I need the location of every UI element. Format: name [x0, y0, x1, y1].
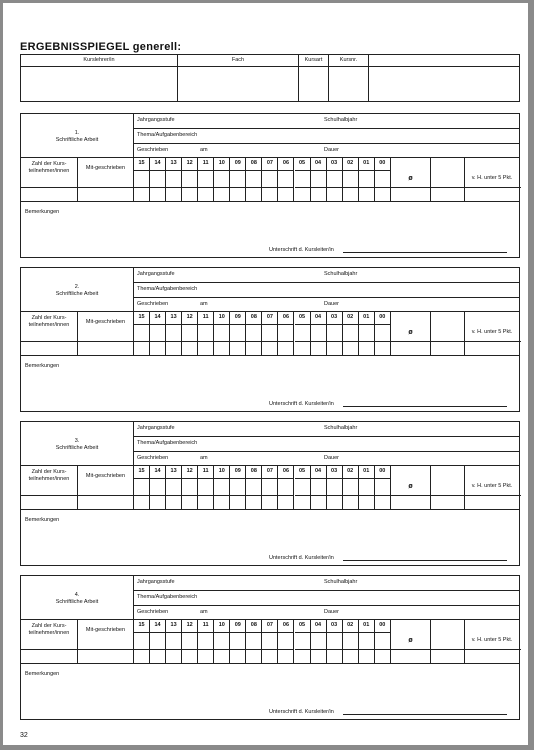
- grade-label: 13: [170, 160, 177, 166]
- grade-label: 01: [363, 622, 370, 628]
- mitgeschrieben-label: Mit-geschrieben: [85, 165, 126, 171]
- grade-label: 09: [234, 314, 241, 320]
- jahrgangsstufe-label: Jahrgangsstufe: [137, 425, 175, 431]
- kursart-label: Kursart: [304, 57, 323, 63]
- grade-distribution-row: [21, 620, 519, 664]
- grade-column-01[interactable]: [359, 620, 375, 664]
- grade-label: 15: [138, 160, 145, 166]
- geschrieben-label: Geschrieben: [137, 455, 169, 461]
- grade-label: 09: [234, 468, 241, 474]
- grade-label: 07: [266, 314, 273, 320]
- schriftliche-arbeit-block-1: [20, 113, 520, 258]
- grade-column-10[interactable]: [214, 312, 230, 356]
- unter-5-cell[interactable]: [465, 158, 519, 202]
- grade-column-05[interactable]: [295, 620, 311, 664]
- unter-5-label: v. H. unter 5 Pkt.: [471, 175, 513, 181]
- unter-5-label: v. H. unter 5 Pkt.: [471, 637, 513, 643]
- grade-label: 02: [347, 160, 354, 166]
- geschrieben-label: Geschrieben: [137, 147, 169, 153]
- grade-label: 04: [315, 160, 322, 166]
- grade-label: 13: [170, 314, 177, 320]
- thema-row[interactable]: [134, 283, 519, 298]
- average-value-cell[interactable]: [431, 620, 465, 664]
- average-value-cell[interactable]: [431, 158, 465, 202]
- grade-label: 00: [379, 468, 386, 474]
- grade-column-02[interactable]: [343, 158, 359, 202]
- grade-column-14[interactable]: [150, 158, 166, 202]
- dauer-label: Dauer: [324, 147, 339, 153]
- grade-distribution-row: [21, 466, 519, 510]
- grade-label: 06: [282, 314, 290, 320]
- grade-column-10[interactable]: [214, 620, 230, 664]
- average-symbol: ø: [408, 637, 413, 644]
- grade-column-04[interactable]: [311, 620, 327, 664]
- grade-label: 14: [154, 622, 161, 628]
- grade-column-12[interactable]: [182, 620, 198, 664]
- grade-column-04[interactable]: [311, 466, 327, 510]
- zahl-label: Zahl der Kurs-teilnehmer/innen: [28, 161, 70, 174]
- grade-label: 02: [347, 468, 354, 474]
- grade-label: 09: [234, 160, 241, 166]
- arbeit-number: 1.: [74, 130, 80, 136]
- signature-line[interactable]: [343, 252, 507, 253]
- bemerkungen-label: Bemerkungen: [25, 363, 60, 369]
- grade-column-10[interactable]: [214, 158, 230, 202]
- arbeit-label: Schriftliche Arbeit: [55, 599, 99, 605]
- schulhalbjahr-label: Schulhalbjahr: [324, 579, 358, 585]
- grade-label: 03: [331, 468, 338, 474]
- average-symbol: ø: [408, 175, 413, 182]
- geschrieben-row[interactable]: [134, 144, 519, 158]
- grade-label: 04: [315, 468, 322, 474]
- grade-label: 14: [154, 160, 161, 166]
- grade-column-05[interactable]: [295, 312, 311, 356]
- grade-column-11[interactable]: [198, 466, 214, 510]
- kurslehrer-label: Kurslehrer/in: [83, 57, 115, 63]
- grade-column-06[interactable]: [278, 466, 294, 510]
- jahrgangsstufe-row[interactable]: [134, 422, 519, 437]
- grade-column-09[interactable]: [230, 466, 246, 510]
- unter-5-cell[interactable]: [465, 620, 519, 664]
- grade-column-03[interactable]: [327, 158, 343, 202]
- arbeit-title-cell: [21, 576, 134, 620]
- unterschrift-label: Unterschrift d. Kursleiter/in: [269, 401, 334, 407]
- grade-column-03[interactable]: [327, 620, 343, 664]
- grade-label: 03: [331, 314, 338, 320]
- teilnehmer-count-cell[interactable]: [21, 466, 78, 510]
- mitgeschrieben-cell[interactable]: [78, 466, 134, 510]
- grade-label: 12: [186, 160, 193, 166]
- jahrgangsstufe-label: Jahrgangsstufe: [137, 117, 175, 123]
- geschrieben-label: Geschrieben: [137, 301, 169, 307]
- arbeit-label: Schriftliche Arbeit: [55, 445, 99, 451]
- grade-label: 06: [282, 160, 290, 166]
- am-label: am: [200, 455, 208, 461]
- grade-label: 12: [186, 468, 193, 474]
- grade-label: 10: [218, 314, 225, 320]
- thema-label: Thema/Aufgabenbereich: [137, 286, 198, 292]
- grade-column-13[interactable]: [166, 158, 182, 202]
- grade-label: 03: [331, 160, 338, 166]
- geschrieben-row[interactable]: [134, 298, 519, 312]
- mitgeschrieben-cell[interactable]: [78, 312, 134, 356]
- grade-column-09[interactable]: [230, 620, 246, 664]
- schriftliche-arbeit-block-3: [20, 421, 520, 566]
- grade-label: 07: [266, 622, 273, 628]
- geschrieben-label: Geschrieben: [137, 609, 169, 615]
- arbeit-number: 3.: [74, 438, 80, 444]
- thema-label: Thema/Aufgabenbereich: [137, 440, 198, 446]
- grade-column-07[interactable]: [262, 312, 278, 356]
- grade-column-14[interactable]: [150, 466, 166, 510]
- page-number: 32: [20, 732, 28, 739]
- geschrieben-row[interactable]: [134, 452, 519, 466]
- grade-column-11[interactable]: [198, 620, 214, 664]
- average-cell[interactable]: [391, 312, 431, 356]
- grade-label: 15: [138, 468, 145, 474]
- grade-column-07[interactable]: [262, 466, 278, 510]
- grade-label: 00: [379, 622, 386, 628]
- grade-label: 08: [250, 160, 257, 166]
- bemerkungen-label: Bemerkungen: [25, 671, 60, 677]
- grade-column-04[interactable]: [311, 158, 327, 202]
- grade-label: 02: [347, 314, 354, 320]
- mitgeschrieben-label: Mit-geschrieben: [85, 627, 126, 633]
- grade-label: 00: [379, 160, 386, 166]
- unterschrift-label: Unterschrift d. Kursleiter/in: [269, 709, 334, 715]
- dauer-label: Dauer: [324, 301, 339, 307]
- grade-column-00[interactable]: [375, 158, 391, 202]
- mitgeschrieben-label: Mit-geschrieben: [85, 319, 126, 325]
- grade-column-15[interactable]: [134, 312, 150, 356]
- grade-label: 10: [218, 622, 225, 628]
- teilnehmer-count-cell[interactable]: [21, 312, 78, 356]
- grade-label: 05: [298, 468, 306, 474]
- grade-label: 04: [315, 314, 322, 320]
- arbeit-label: Schriftliche Arbeit: [55, 291, 99, 297]
- mitgeschrieben-cell[interactable]: [78, 158, 134, 202]
- grade-label: 08: [250, 622, 257, 628]
- schulhalbjahr-label: Schulhalbjahr: [324, 271, 358, 277]
- grade-column-00[interactable]: [375, 466, 391, 510]
- grade-column-13[interactable]: [166, 312, 182, 356]
- grade-label: 05: [298, 622, 306, 628]
- arbeit-title-cell: [21, 422, 134, 466]
- dauer-label: Dauer: [324, 455, 339, 461]
- grade-label: 13: [170, 468, 177, 474]
- grade-label: 02: [347, 622, 354, 628]
- schulhalbjahr-label: Schulhalbjahr: [324, 425, 358, 431]
- grade-label: 03: [331, 622, 338, 628]
- schriftliche-arbeit-block-2: [20, 267, 520, 412]
- grade-label: 15: [138, 622, 145, 628]
- teilnehmer-count-cell[interactable]: [21, 158, 78, 202]
- arbeit-label: Schriftliche Arbeit: [55, 137, 99, 143]
- grade-distribution-row: [21, 158, 519, 202]
- thema-row[interactable]: [134, 129, 519, 144]
- grade-label: 11: [202, 468, 209, 474]
- grade-column-14[interactable]: [150, 620, 166, 664]
- grade-label: 06: [282, 468, 290, 474]
- arbeit-title-cell: [21, 114, 134, 158]
- grade-label: 11: [202, 622, 209, 628]
- grade-label: 08: [250, 468, 257, 474]
- unter-5-label: v. H. unter 5 Pkt.: [471, 329, 513, 335]
- grade-label: 14: [154, 314, 161, 320]
- grade-column-04[interactable]: [311, 312, 327, 356]
- thema-row[interactable]: [134, 591, 519, 606]
- grade-column-00[interactable]: [375, 312, 391, 356]
- grade-column-12[interactable]: [182, 158, 198, 202]
- grade-column-00[interactable]: [375, 620, 391, 664]
- grade-column-03[interactable]: [327, 312, 343, 356]
- arbeit-number: 2.: [74, 284, 80, 290]
- fach-label: Fach: [231, 57, 245, 63]
- bemerkungen-label: Bemerkungen: [25, 209, 60, 215]
- grade-column-11[interactable]: [198, 312, 214, 356]
- average-value-cell[interactable]: [431, 466, 465, 510]
- grade-label: 04: [315, 622, 322, 628]
- kursnr-label: Kursnr.: [339, 57, 358, 63]
- grade-column-01[interactable]: [359, 158, 375, 202]
- geschrieben-row[interactable]: [134, 606, 519, 620]
- grade-column-15[interactable]: [134, 466, 150, 510]
- grade-column-07[interactable]: [262, 158, 278, 202]
- arbeit-number: 4.: [74, 592, 80, 598]
- average-value-cell[interactable]: [431, 312, 465, 356]
- grade-column-09[interactable]: [230, 312, 246, 356]
- grade-column-09[interactable]: [230, 158, 246, 202]
- grade-label: 10: [218, 160, 225, 166]
- mitgeschrieben-cell[interactable]: [78, 620, 134, 664]
- grade-label: 13: [170, 622, 177, 628]
- jahrgangsstufe-row[interactable]: [134, 268, 519, 283]
- grade-column-13[interactable]: [166, 466, 182, 510]
- unterschrift-label: Unterschrift d. Kursleiter/in: [269, 247, 334, 253]
- jahrgangsstufe-row[interactable]: [134, 576, 519, 591]
- grade-column-02[interactable]: [343, 620, 359, 664]
- zahl-label: Zahl der Kurs-teilnehmer/innen: [28, 469, 70, 482]
- zahl-label: Zahl der Kurs-teilnehmer/innen: [28, 315, 70, 328]
- course-header-table: [20, 54, 520, 102]
- signature-line[interactable]: [343, 714, 507, 715]
- grade-distribution-row: [21, 312, 519, 356]
- grade-column-14[interactable]: [150, 312, 166, 356]
- grade-label: 05: [298, 160, 306, 166]
- grade-label: 12: [186, 314, 193, 320]
- grade-column-02[interactable]: [343, 466, 359, 510]
- mitgeschrieben-label: Mit-geschrieben: [85, 473, 126, 479]
- kursnr-cell[interactable]: [329, 55, 369, 101]
- grade-label: 11: [202, 160, 209, 166]
- grade-column-13[interactable]: [166, 620, 182, 664]
- signature-line[interactable]: [343, 560, 507, 561]
- jahrgangsstufe-label: Jahrgangsstufe: [137, 271, 175, 277]
- grade-label: 01: [363, 468, 370, 474]
- average-cell[interactable]: [391, 620, 431, 664]
- grade-column-08[interactable]: [246, 312, 262, 356]
- grade-label: 07: [266, 468, 273, 474]
- average-cell[interactable]: [391, 158, 431, 202]
- grade-column-01[interactable]: [359, 466, 375, 510]
- grade-column-05[interactable]: [295, 158, 311, 202]
- jahrgangsstufe-label: Jahrgangsstufe: [137, 579, 175, 585]
- am-label: am: [200, 609, 208, 615]
- grade-column-12[interactable]: [182, 312, 198, 356]
- grade-column-05[interactable]: [295, 466, 311, 510]
- average-symbol: ø: [408, 329, 413, 336]
- grade-column-03[interactable]: [327, 466, 343, 510]
- schulhalbjahr-label: Schulhalbjahr: [324, 117, 358, 123]
- grade-column-08[interactable]: [246, 466, 262, 510]
- thema-label: Thema/Aufgabenbereich: [137, 132, 198, 138]
- header-extra-cell[interactable]: [369, 55, 519, 101]
- grade-label: 07: [266, 160, 273, 166]
- thema-row[interactable]: [134, 437, 519, 452]
- kursart-cell[interactable]: [299, 55, 329, 101]
- grade-column-07[interactable]: [262, 620, 278, 664]
- grade-column-11[interactable]: [198, 158, 214, 202]
- grade-label: 01: [363, 314, 370, 320]
- bemerkungen-label: Bemerkungen: [25, 517, 60, 523]
- kurslehrer-cell[interactable]: [21, 55, 178, 101]
- grade-label: 05: [298, 314, 306, 320]
- dauer-label: Dauer: [324, 609, 339, 615]
- grade-column-08[interactable]: [246, 158, 262, 202]
- grade-label: 10: [218, 468, 225, 474]
- signature-line[interactable]: [343, 406, 507, 407]
- unterschrift-label: Unterschrift d. Kursleiter/in: [269, 555, 334, 561]
- form-sheet: [3, 3, 528, 745]
- grade-label: 06: [282, 622, 290, 628]
- grade-column-15[interactable]: [134, 158, 150, 202]
- unter-5-cell[interactable]: [465, 466, 519, 510]
- arbeit-title-cell: [21, 268, 134, 312]
- grade-column-15[interactable]: [134, 620, 150, 664]
- grade-label: 11: [202, 314, 209, 320]
- grade-column-12[interactable]: [182, 466, 198, 510]
- teilnehmer-count-cell[interactable]: [21, 620, 78, 664]
- grade-label: 08: [250, 314, 257, 320]
- grade-label: 14: [154, 468, 161, 474]
- am-label: am: [200, 147, 208, 153]
- schriftliche-arbeit-block-4: [20, 575, 520, 720]
- fach-cell[interactable]: [178, 55, 299, 101]
- grade-column-10[interactable]: [214, 466, 230, 510]
- grade-column-08[interactable]: [246, 620, 262, 664]
- grade-label: 15: [138, 314, 145, 320]
- grade-label: 00: [379, 314, 386, 320]
- unter-5-cell[interactable]: [465, 312, 519, 356]
- grade-column-02[interactable]: [343, 312, 359, 356]
- form-title: ERGEBNISSPIEGEL generell:: [20, 41, 182, 53]
- am-label: am: [200, 301, 208, 307]
- average-symbol: ø: [408, 483, 413, 490]
- grade-column-06[interactable]: [278, 158, 294, 202]
- grade-column-06[interactable]: [278, 620, 294, 664]
- grade-label: 09: [234, 622, 241, 628]
- grade-column-01[interactable]: [359, 312, 375, 356]
- grade-label: 12: [186, 622, 193, 628]
- jahrgangsstufe-row[interactable]: [134, 114, 519, 129]
- grade-label: 01: [363, 160, 370, 166]
- average-cell[interactable]: [391, 466, 431, 510]
- unter-5-label: v. H. unter 5 Pkt.: [471, 483, 513, 489]
- zahl-label: Zahl der Kurs-teilnehmer/innen: [28, 623, 70, 636]
- grade-column-06[interactable]: [278, 312, 294, 356]
- thema-label: Thema/Aufgabenbereich: [137, 594, 198, 600]
